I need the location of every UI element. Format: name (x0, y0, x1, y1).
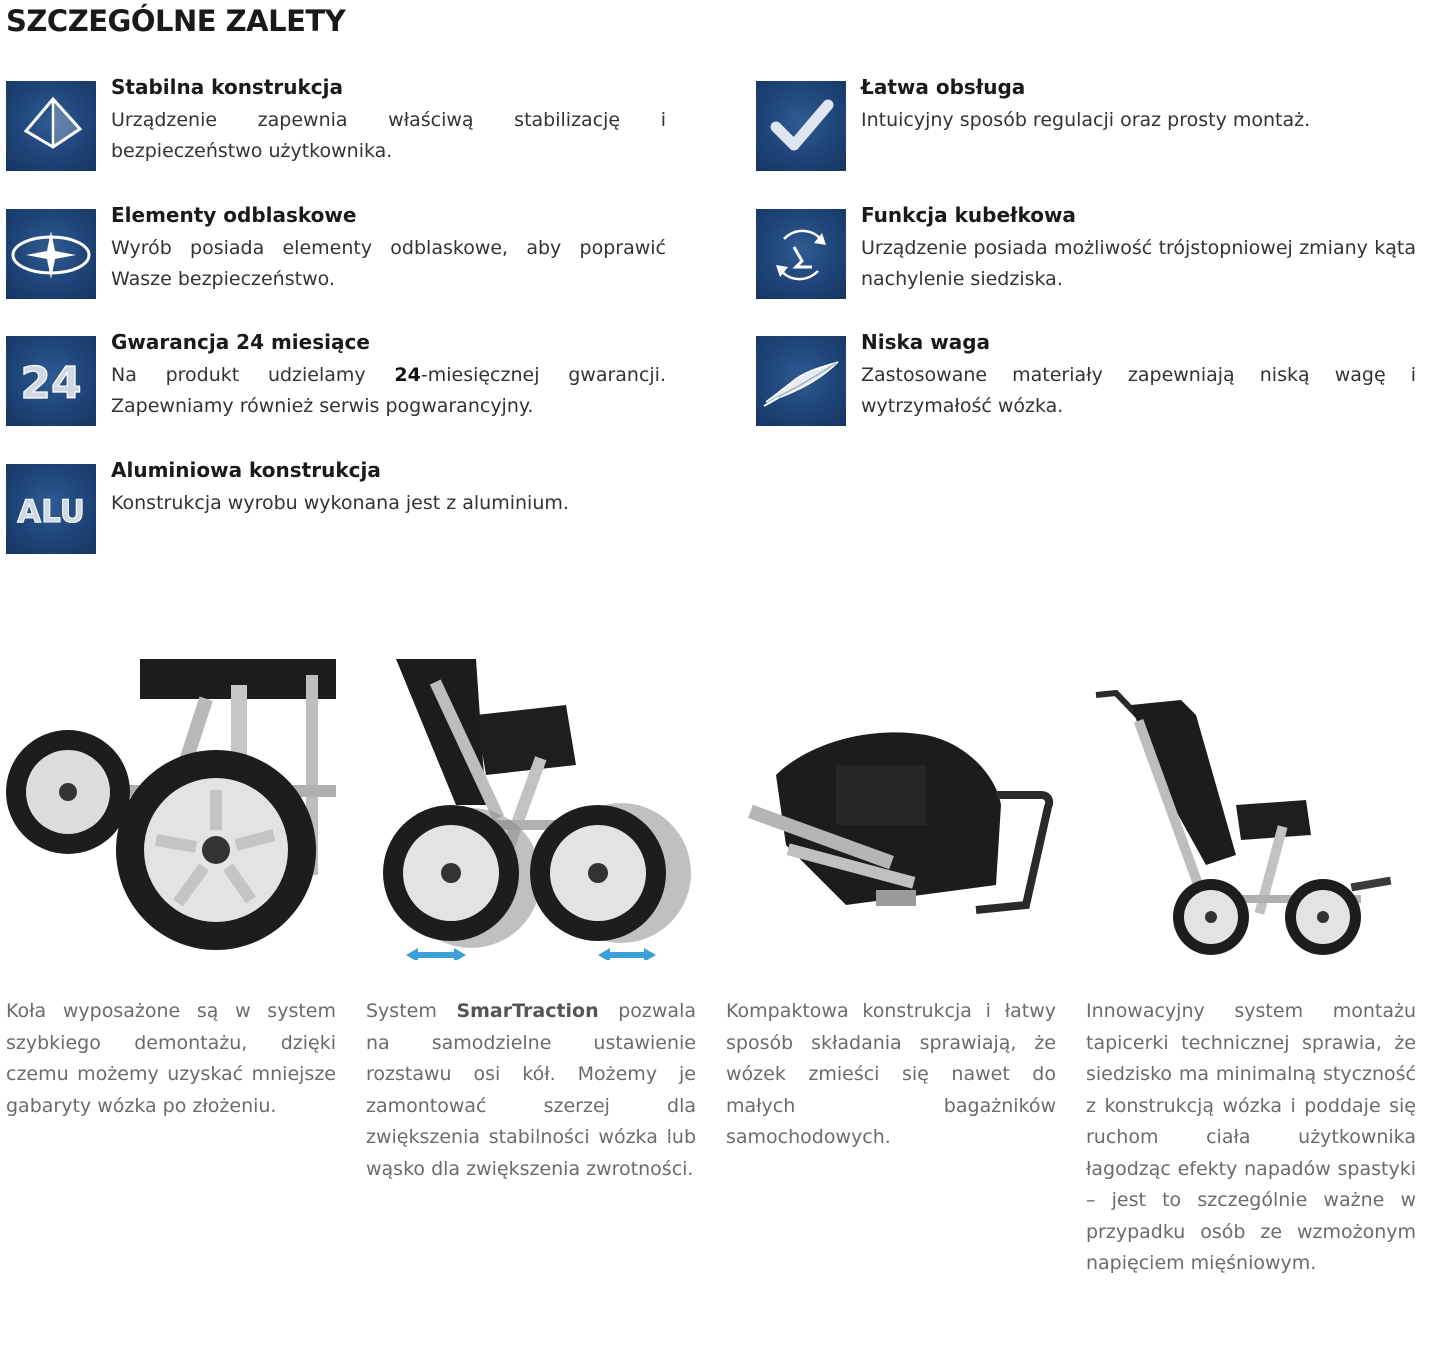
feature-reflective-elements (6, 203, 671, 301)
stroller-side-photo (1086, 655, 1416, 960)
badge-text: 24 (20, 358, 82, 409)
reflector-star-icon (6, 209, 96, 299)
feature-description: Wyrób posiada elementy odblaskowe, aby poprawić Wasze bezpieczeństwo. (111, 237, 666, 290)
feature-description: Zastosowane materiały zapewniają niską wagę i wytrzymałość wózka. (861, 364, 1416, 417)
feature-title: Elementy odblaskowe (111, 203, 357, 227)
feature-title: Niska waga (861, 330, 991, 354)
wheels-closeup-photo (6, 655, 336, 960)
feature-description: Konstrukcja wyrobu wykonana jest z aluminium. (111, 492, 569, 514)
axle-width-arrow-right (598, 948, 656, 960)
caption-text: System (366, 1000, 457, 1022)
desc-text: Na produkt udzielamy (111, 364, 395, 386)
folded-stroller-photo (726, 655, 1056, 960)
caption-text: pozwala na samodzielne ustawienie rozstawu osi kół. Możemy je zamontować szerzej dla zwiększenia stabilności wózka lub wąsko dla zwiększenia zwrotności. (366, 1000, 696, 1180)
page-title: SZCZEGÓLNE ZALETY (6, 4, 346, 38)
feature-title: Gwarancja 24 miesiące (111, 330, 370, 354)
desc-text: -miesięcznej gwarancji. Zapewniamy również serwis pogwarancyjny. (111, 364, 667, 417)
alu-badge-icon (6, 464, 96, 554)
feature-title: Stabilna konstrukcja (111, 75, 344, 99)
feature-title: Aluminiowa konstrukcja (111, 458, 381, 482)
feature-aluminium (6, 458, 671, 556)
tilt-arrows-icon (756, 209, 846, 299)
checkmark-icon (756, 81, 846, 171)
caption-bold-text: SmarTraction (456, 1000, 599, 1022)
badge-text: ALU (17, 494, 85, 530)
feature-description: Urządzenie posiada możliwość trójstopniowej zmiany kąta nachylenie siedziska. (861, 237, 1416, 290)
feature-description (111, 360, 666, 422)
feature-stable-construction (6, 75, 671, 173)
feature-title: Funkcja kubełkowa (861, 203, 1076, 227)
feather-icon (756, 336, 846, 426)
gallery-caption: Koła wyposażone są w system szybkiego demontażu, dzięki czemu możemy uzyskać mniejsze gabaryty wózka po złożeniu. (6, 1000, 336, 1117)
feature-description: Urządzenie zapewnia właściwą stabilizację i bezpieczeństwo użytkownika. (111, 109, 666, 162)
feature-title: Łatwa obsługa (861, 75, 1026, 99)
feature-tilt-function (756, 203, 1421, 301)
feature-low-weight (756, 330, 1421, 428)
feature-warranty (6, 330, 671, 428)
gallery-caption: Innowacyjny system montażu tapicerki technicznej sprawia, że siedzisko ma minimalną styczność z konstrukcją wózka i poddaje się ruchom ciała użytkownika łagodząc efekty napadów spastyki – jest to szczególnie ważne w przypadku osób ze wzmożonym napięciem mięśniowym. (1086, 1000, 1416, 1274)
smartraction-wheels-photo (366, 655, 696, 960)
feature-description: Intuicyjny sposób regulacji oraz prosty montaż. (861, 109, 1311, 131)
gallery-caption (366, 996, 696, 1185)
pyramid-icon (6, 81, 96, 171)
axle-width-arrow-left (406, 948, 466, 960)
gallery-caption: Kompaktowa konstrukcja i łatwy sposób składania sprawiają, że wózek zmieści się nawet do małych bagażników samochodowych. (726, 1000, 1056, 1148)
24-badge-icon (6, 336, 96, 426)
feature-easy-operation (756, 75, 1421, 173)
desc-bold-text: 24 (394, 364, 421, 386)
